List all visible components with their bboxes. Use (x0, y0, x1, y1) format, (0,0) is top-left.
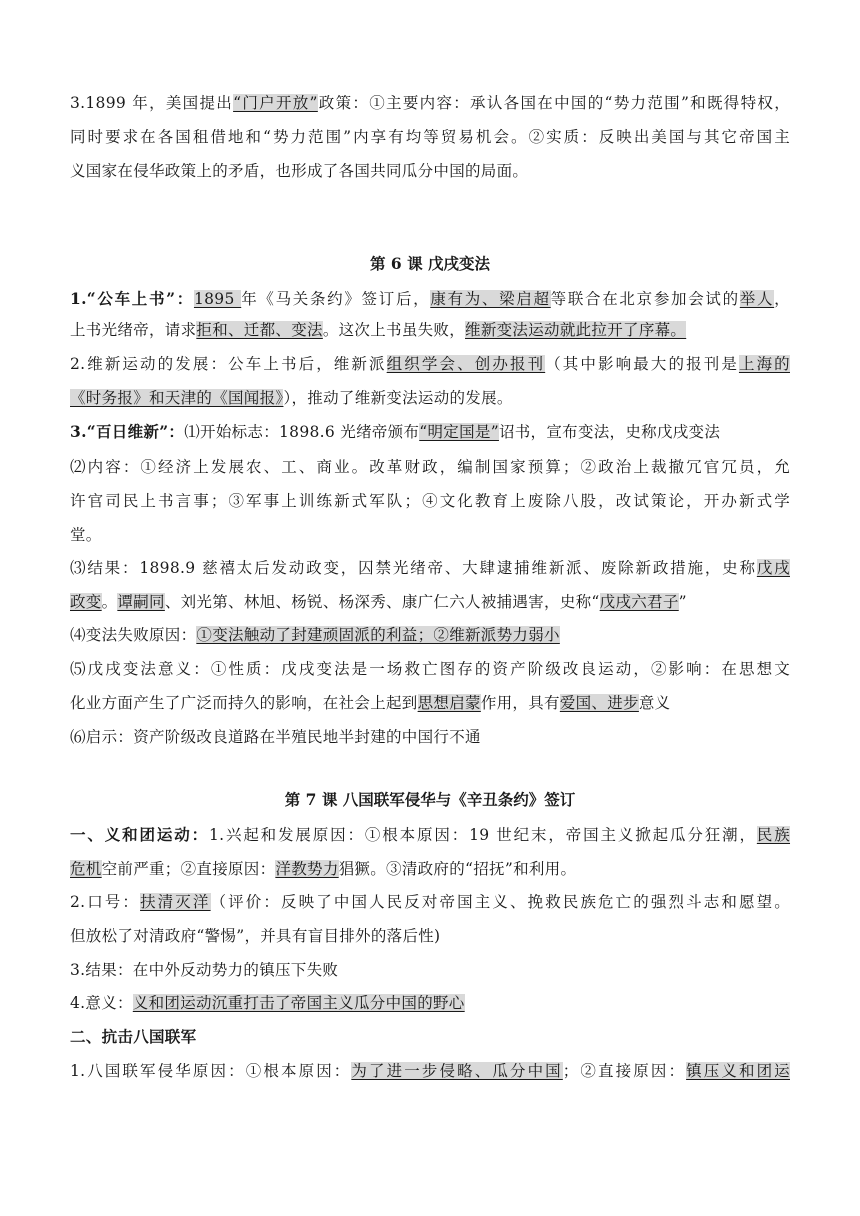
open-door-line-1: 3.1899 年，美国提出“门户开放”政策：①主要内容：承认各国在中国的“势力范围”和既得特权， (70, 94, 791, 112)
bairi-line-4: 堂。 (70, 526, 102, 544)
section-kangji-title: 二、抗击八国联军 (70, 1027, 197, 1046)
lesson-6-title: 第 6 课 戊戌变法 (370, 254, 490, 273)
bairi-line-8: ⑸戊戌变法意义：①性质：戊戌变法是一场救亡图存的资产阶级改良运动，②影响：在思想文 (70, 660, 790, 678)
gongche-line-2: 上书光绪帝，请求拒和、迁都、变法。这次上书虽失败，维新变法运动就此拉开了序幕。 (70, 321, 687, 339)
bairi-line-9: 化业方面产生了广泛而持久的影响，在社会上起到思想启蒙作用，具有爱国、进步意义 (70, 694, 671, 712)
yihetuan-line-4: 但放松了对清政府“警惕”，并具有盲目排外的落后性) (70, 927, 441, 945)
yihetuan-line-1: 一、义和团运动：1.兴起和发展原因：①根本原因：19 世纪末，帝国主义掀起瓜分狂潮，民族 (70, 825, 791, 844)
weixin-dev-line-2: 《时务报》和天津的《国闻报》），推动了维新变法运动的发展。 (70, 389, 513, 407)
baguo-line-1: 1.八国联军侵华原因：①根本原因：为了进一步侵略、瓜分中国；②直接原因：镇压义和团运 (70, 1062, 790, 1080)
yihetuan-line-5: 3.结果：在中外反动势力的镇压下失败 (70, 961, 339, 979)
gongche-line-1: 1.“公车上书”：1895 年《马关条约》签订后，康有为、梁启超等联合在北京参加会试的举人， (70, 289, 790, 308)
bairi-line-10: ⑹启示：资产阶级改良道路在半殖民地半封建的中国行不通 (70, 728, 481, 746)
bairi-line-7: ⑷变法失败原因：①变法触动了封建顽固派的利益；②维新派势力弱小 (70, 626, 560, 644)
bairi-line-3: 许官司民上书言事；③军事上训练新式军队；④文化教育上废除八股，改试策论，开办新式学 (70, 492, 790, 510)
bairi-line-5: ⑶结果：1898.9 慈禧太后发动政变，囚禁光绪帝、大肆逮捕维新派、废除新政措施，史称戊戌 (70, 559, 790, 577)
open-door-line-2: 同时要求在各国租借地和“势力范围”内享有均等贸易机会。②实质：反映出美国与其它帝国主 (70, 128, 790, 146)
open-door-line-3: 义国家在侵华政策上的矛盾，也形成了各国共同瓜分中国的局面。 (70, 162, 529, 180)
bairi-line-2: ⑵内容：①经济上发展农、工、商业。改革财政，编制国家预算；②政治上裁撤冗官冗员，允 (70, 458, 790, 476)
lesson-7-title: 第 7 课 八国联军侵华与《辛丑条约》签订 (284, 790, 576, 809)
highlight-open-door: “门户开放” (233, 94, 318, 112)
bairi-line-6: 政变。谭嗣同、刘光第、林旭、杨锐、杨深秀、康广仁六人被捕遇害，史称“戊戌六君子” (70, 593, 687, 611)
weixin-dev-line-1: 2.维新运动的发展：公车上书后，维新派组织学会、创办报刊（其中影响最大的报刊是上海的 (70, 355, 790, 373)
bairi-line-1: 3.“百日维新”：⑴开始标志：1898.6 光绪帝颁布“明定国是”诏书，宣布变法，史称戊戌变法 (70, 422, 721, 441)
yihetuan-line-3: 2.口号：扶清灭洋（评价：反映了中国人民反对帝国主义、挽救民族危亡的强烈斗志和愿望。 (70, 893, 791, 911)
yihetuan-line-2: 危机空前严重；②直接原因：洋教势力猖獗。③清政府的“招抚”和利用。 (70, 860, 577, 878)
yihetuan-line-6: 4.意义：义和团运动沉重打击了帝国主义瓜分中国的野心 (70, 994, 465, 1012)
